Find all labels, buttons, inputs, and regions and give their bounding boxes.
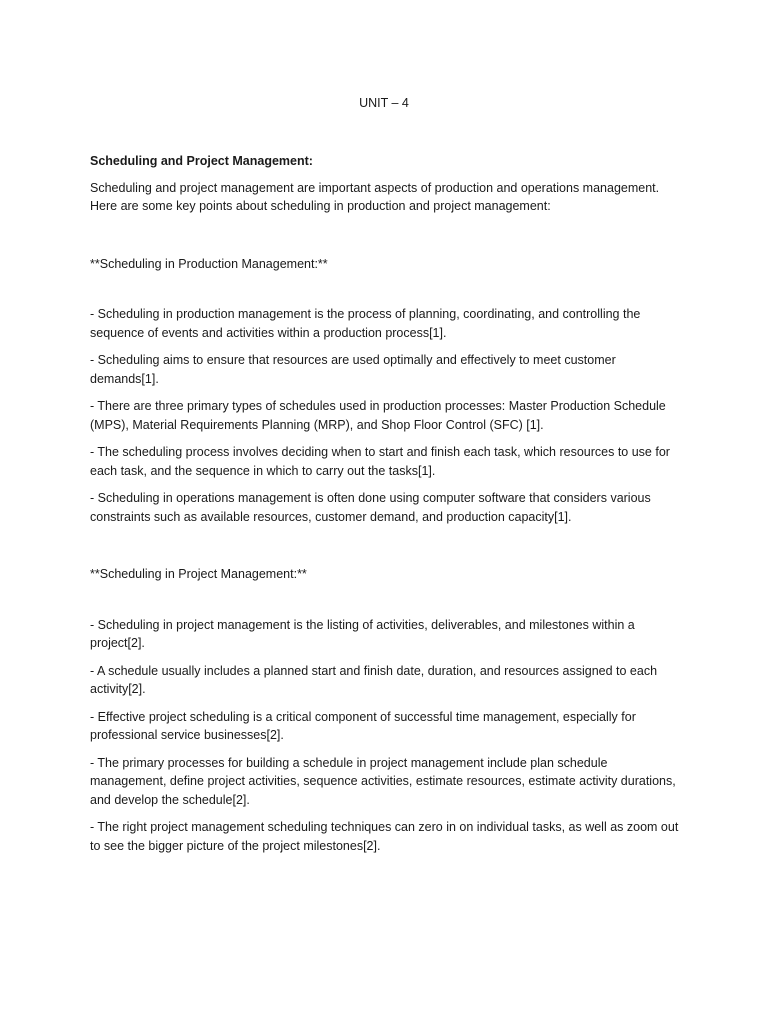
document-body — [90, 152, 680, 864]
list-item: - Scheduling in production management is the process of planning, coordinating, and controlling the sequence of events and activities within a production process[1]. — [90, 307, 641, 340]
spacer — [90, 535, 680, 565]
spacer — [90, 225, 680, 255]
list-item: - A schedule usually includes a planned start and finish date, duration, and resources assigned to each activity[2]. — [90, 663, 658, 696]
list-item: - Scheduling in operations management is often done using computer software that considers various constraints such as available resources, customer demand, and production capacity[1]. — [90, 491, 651, 524]
unit-title: UNIT – 4 — [359, 96, 409, 110]
list-item: - The scheduling process involves deciding when to start and finish each task, which resources to use for each task, and the sequence in which to carry out the tasks[1]. — [90, 445, 670, 478]
spacer — [90, 584, 680, 616]
list-item: - The primary processes for building a schedule in project management include plan schedule management, define project activities, sequence activities, estimate resources, estimate activity durations, and develop the schedule[2]. — [90, 755, 676, 807]
list-item: - The right project management scheduling techniques can zero in on individual tasks, as well as zoom out to see the bigger picture of the project milestones[2]. — [90, 820, 679, 853]
list-item: - Effective project scheduling is a critical component of successful time management, especially for professional service businesses[2]. — [90, 709, 636, 742]
section-title-project: **Scheduling in Project Management:** — [90, 567, 307, 581]
list-item: - Scheduling in project management is the listing of activities, deliverables, and milestones within a project[2]. — [90, 617, 635, 650]
list-item: - There are three primary types of schedules used in production processes: Master Production Schedule (MPS), Material Requirements Planning (MRP), and Shop Floor Control (SFC) [1]. — [90, 399, 666, 432]
intro-paragraph: Scheduling and project management are important aspects of production and operations management. Here are some key points about scheduling in production and project management: — [90, 180, 660, 213]
document-heading: Scheduling and Project Management: — [90, 154, 313, 168]
spacer — [90, 273, 680, 305]
section-title-production: **Scheduling in Production Management:** — [90, 256, 328, 271]
list-item: - Scheduling aims to ensure that resources are used optimally and effectively to meet customer demands[1]. — [90, 353, 616, 386]
